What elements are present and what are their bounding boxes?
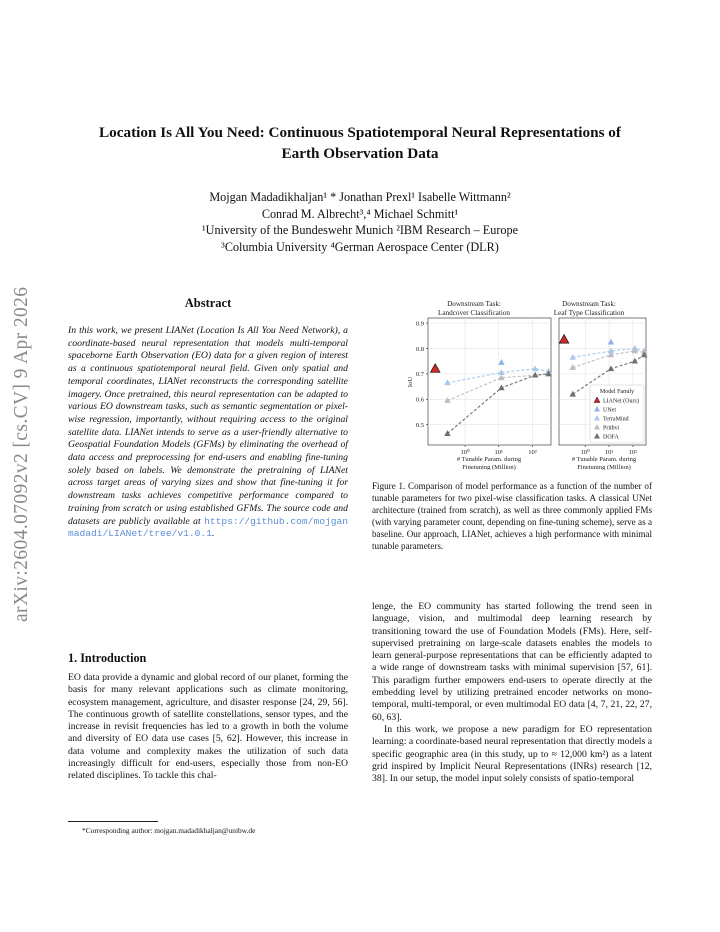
- affiliations-line-1: ¹University of the Bundeswehr Munich ²IBM Research – Europe: [202, 223, 518, 237]
- title-line-2: Earth Observation Data: [281, 145, 439, 162]
- legend-label: LIANet (Ours): [603, 398, 639, 405]
- legend-label: UNet: [603, 407, 616, 414]
- x-tick-label: 10¹: [494, 449, 503, 456]
- panel-2-xlabel-line-2: Finetuning (Million): [577, 464, 631, 470]
- authors-line-1: Mojgan Madadikhaljan¹ * Jonathan Prexl¹ Isabelle Wittmann²: [209, 190, 511, 204]
- x-tick-label: 10²: [628, 449, 638, 456]
- y-axis-label: IoU: [407, 376, 414, 388]
- code-link[interactable]: https://github.com/mojganmadadi/LIANet/tree/v1.0.1: [68, 515, 348, 540]
- abstract-end: .: [211, 528, 215, 540]
- panel-2-xlabel-line-1: # Tunable Param. during: [571, 456, 637, 463]
- panel-2-xticks: [581, 445, 637, 456]
- affiliations-line-2: ³Columbia University ⁴German Aerospace Center (DLR): [221, 239, 499, 254]
- legend-label: Prithvi: [603, 425, 620, 432]
- panel-1-title-line-2: Landcover Classification: [437, 309, 511, 317]
- y-tick-label: 0.5: [415, 421, 424, 429]
- legend-title: Model Family: [599, 389, 635, 395]
- intro-paragraph: EO data provide a dynamic and global record of our planet, forming the basis for many relevant applications such as climate monitoring, ecosystem management, agriculture, and disaster response [24, 29, 56]. The continuous growth of satellite constellations, sensor types, and the increase in revisit frequencies has led to a growth in both the volume and diversity of EO data use cases [5, 62]. However, this increase in data volume and complexity makes the utilization of such data increasingly difficult for end-users, especially those from non-EO related disciplines. To tackle this chal-: [68, 672, 348, 782]
- y-tick-label: 0.7: [415, 371, 424, 379]
- chart-legend: [590, 385, 644, 443]
- panel-1-xlabel-line-2: Finetuning (Million): [462, 464, 516, 470]
- abstract-text: In this work, we present LIANet (Location Is All You Need Network), a coordinate-based neural representation that models multi-temporal spaceborne Earth Observation (EO) data for a given region of interest as a continuous spatiotemporal neural field. Given only spatial and temporal coordinates, LIANet reconstructs the corresponding satellite imagery. Once pretrained, this neural representation can be adapted to various EO downstream tasks, such as semantic segmentation or pixel-wise regression, importantly, without requiring access to the original satellite data. LIANet intends to serve as a user-friendly alternative to Geospatial Foundation Models (GFMs) by eliminating the overhead of data access and preprocessing for end-users and enabling fine-tuning solely based on labels. We demonstrate the pretraining of LIANet across target areas of varying sizes and show that fine-tuning it for downstream tasks achieves competitive performance compared to training from scratch or using established GFMs. The source code and datasets are publicly available at: [68, 325, 348, 527]
- author-block: [40, 189, 680, 255]
- title-line-1: Location Is All You Need: Continuous Spatiotemporal Neural Representations of: [99, 124, 621, 141]
- y-tick-label: 0.6: [415, 396, 424, 404]
- x-tick-label: 10⁰: [460, 449, 470, 456]
- figure-1-chart: [404, 298, 654, 470]
- legend-label: TerraMind: [603, 416, 629, 423]
- panel-1-xlabel-line-1: # Tunable Param. during: [456, 456, 522, 463]
- section-heading-introduction: 1. Introduction: [68, 651, 147, 665]
- paper-title: [40, 122, 680, 164]
- x-tick-label: 10¹: [604, 449, 614, 456]
- abstract-body: [68, 325, 348, 541]
- right-paragraph-2: In this work, we propose a new paradigm for EO representation learning: a coordinate-based neural representation that directly models a specific geographic area (in this study, up to ≈ 12,000 km²) as a latent grid inspired by Implicit Neural Representations (INRs) research [12, 38]. In our setup, the model input solely consists of spatio-temporal: [372, 723, 652, 785]
- footnote-rule: [68, 821, 158, 822]
- y-tick-label: 0.8: [415, 345, 424, 353]
- right-paragraph-1: lenge, the EO community has started following the trend seen in language, vision, and multimodal deep learning research by transitioning toward the use of Foundation Models (FMs). Here, self-supervised pretraining on large-scale datasets enables the models to learn general-purpose representations that can be efficiently adapted to a wide range of downstream tasks with minimal supervision [57, 61]. This paradigm further empowers end-users to operate directly at the embedding level by utilizing pretrained encoder networks on mono-temporal, multi-temporal, or even multimodal EO data [4, 7, 21, 22, 27, 60, 63].: [372, 601, 652, 723]
- panel-1-title-line-1: Downstream Task:: [447, 300, 501, 308]
- x-tick-label: 10⁰: [580, 449, 590, 456]
- abstract-heading: Abstract: [184, 296, 232, 310]
- panel-1-xticks: [461, 445, 537, 456]
- legend-label: DOFA: [603, 434, 619, 441]
- y-tick-label: 0.9: [415, 320, 424, 328]
- x-tick-label: 10²: [528, 449, 537, 456]
- footnote: *Corresponding author: mojgan.madadikhaljan@unibw.de: [82, 826, 256, 835]
- panel-2-title-line-1: Downstream Task:: [562, 300, 616, 308]
- panel-landcover: [407, 300, 552, 470]
- arxiv-stamp: arXiv:2604.07092v2 [cs.CV] 9 Apr 2026: [11, 286, 32, 622]
- authors-line-2: Conrad M. Albrecht³,⁴ Michael Schmitt¹: [261, 206, 459, 221]
- panel-1-yticks: [416, 320, 428, 429]
- right-column: [372, 601, 652, 785]
- panel-2-title-line-2: Leaf Type Classification: [553, 309, 625, 317]
- figure-caption: Figure 1. Comparison of model performance as a function of the number of tunable parameters for two pixel-wise classification tasks. A classical UNet architecture (trained from scratch), as well as three commonly applied FMs (with varying parameter count, depending on fine-tuning scheme), serve as a baseline. Our approach, LIANet, achieves a high performance with minimal tunable parameters.: [372, 481, 652, 551]
